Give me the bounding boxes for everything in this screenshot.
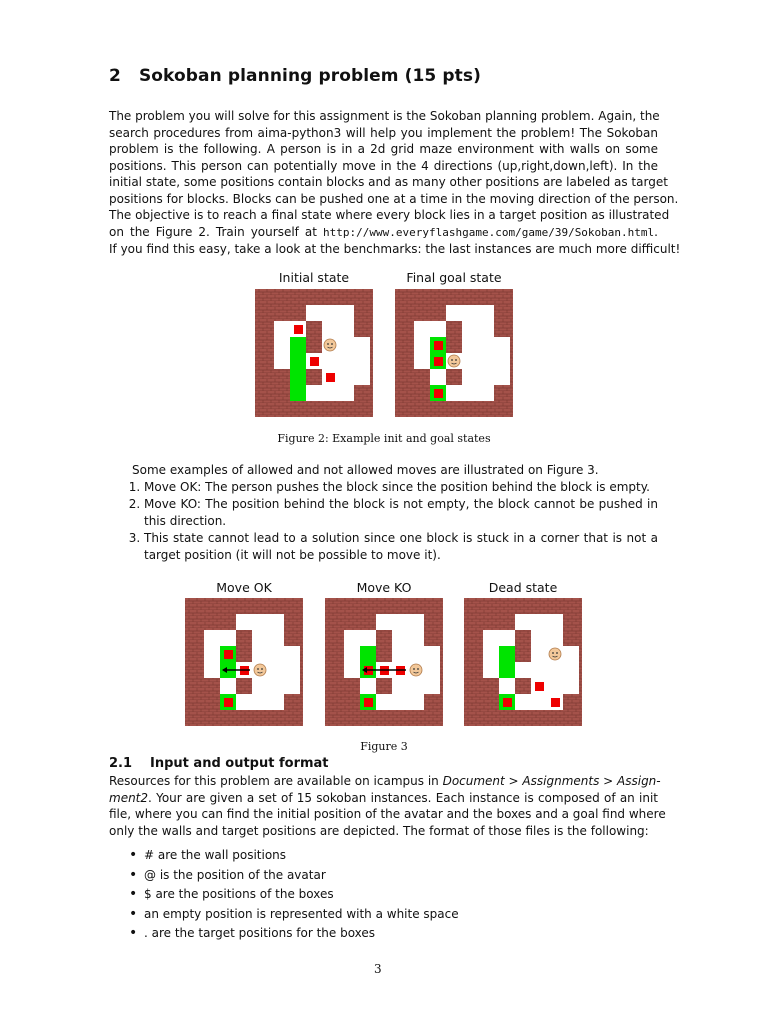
moves-list	[127, 479, 658, 564]
floor-cell	[408, 630, 424, 646]
list-item: • # are the wall positions	[129, 846, 459, 866]
floor-cell	[483, 646, 499, 662]
floor-cell	[268, 614, 284, 630]
floor-cell	[563, 646, 579, 662]
floor-cell	[547, 662, 563, 678]
floor-cell	[494, 369, 510, 385]
floor-cell	[408, 678, 424, 694]
floor-cell	[446, 305, 462, 321]
avatar	[324, 339, 336, 351]
sokoban-board-goal	[395, 289, 513, 417]
intro-line: search procedures from aima-python3 will help you implement the problem! The Sokoban	[109, 125, 658, 140]
floor-cell	[483, 630, 499, 646]
floor-cell	[547, 614, 563, 630]
floor-cell	[376, 614, 392, 630]
target-cell	[290, 337, 306, 353]
floor-cell	[252, 694, 268, 710]
avatar	[254, 664, 266, 676]
box	[224, 650, 233, 659]
figure-label-goal: Final goal state	[406, 270, 502, 285]
floor-cell	[483, 662, 499, 678]
box	[224, 698, 233, 707]
floor-cell	[338, 353, 354, 369]
sokoban-board-dead-state	[464, 598, 582, 726]
floor-cell	[392, 694, 408, 710]
box	[434, 389, 443, 398]
floor-cell	[284, 646, 300, 662]
floor-cell	[424, 662, 440, 678]
floor-cell	[563, 678, 579, 694]
floor-cell	[462, 305, 478, 321]
floor-cell	[306, 385, 322, 401]
format-bullet-list	[129, 846, 459, 944]
floor-cell	[268, 694, 284, 710]
floor-cell	[354, 353, 370, 369]
floor-cell	[408, 646, 424, 662]
floor-cell	[268, 630, 284, 646]
intro-line: initial state, some positions contain blocks and as many other positions are labeled as target	[109, 175, 668, 189]
format-line: file, where you can find the initial position of the avatar and the boxes and a goal find where	[109, 807, 666, 821]
floor-cell	[408, 614, 424, 630]
figure-label-move-ok: Move OK	[216, 580, 272, 595]
floor-cell	[531, 662, 547, 678]
floor-cell	[376, 694, 392, 710]
floor-cell	[274, 321, 290, 337]
avatar	[549, 648, 561, 660]
floor-cell	[424, 646, 440, 662]
floor-cell	[274, 353, 290, 369]
floor-cell	[515, 694, 531, 710]
sokoban-url[interactable]: http://www.everyflashgame.com/game/39/Sokoban.html	[323, 225, 655, 239]
floor-cell	[547, 630, 563, 646]
avatar	[410, 664, 422, 676]
floor-cell	[392, 630, 408, 646]
floor-cell	[236, 694, 252, 710]
floor-cell	[360, 630, 376, 646]
floor-cell	[531, 630, 547, 646]
floor-cell	[322, 321, 338, 337]
floor-cell	[274, 337, 290, 353]
format-line	[109, 773, 661, 790]
floor-cell	[344, 646, 360, 662]
floor-cell	[252, 646, 268, 662]
subsection-heading	[109, 756, 329, 771]
floor-cell	[354, 369, 370, 385]
box	[294, 325, 303, 334]
subsection-number: 2.1	[109, 756, 133, 771]
floor-cell	[478, 385, 494, 401]
list-item: 1. Move OK: The person pushes the block since the position behind the block is empty.	[144, 479, 658, 496]
floor-cell	[478, 353, 494, 369]
box	[434, 357, 443, 366]
target-cell	[499, 662, 515, 678]
icampus-path: Document > Assignments > Assign-	[442, 774, 661, 788]
box	[326, 373, 335, 382]
floor-cell	[268, 662, 284, 678]
list-item: • @ is the position of the avatar	[129, 866, 459, 886]
floor-cell	[430, 369, 446, 385]
intro-line: problem is the following. A person is in a 2d grid maze environment with walls on some	[109, 142, 658, 156]
floor-cell	[344, 630, 360, 646]
floor-cell	[478, 321, 494, 337]
intro-line: If you find this easy, take a look at the benchmarks: the last instances are much more difficult!	[109, 242, 681, 256]
floor-cell	[424, 678, 440, 694]
floor-cell	[392, 646, 408, 662]
floor-cell	[414, 353, 430, 369]
floor-cell	[515, 614, 531, 630]
page-number: 3	[374, 962, 382, 976]
floor-cell	[338, 337, 354, 353]
floor-cell	[360, 678, 376, 694]
floor-cell	[414, 321, 430, 337]
format-line	[109, 790, 658, 807]
subsection-title: Input and output format	[150, 756, 329, 771]
format-line: only the walls and target positions are depicted. The format of those files is the following:	[109, 823, 649, 838]
sokoban-board-move-ko	[325, 598, 443, 726]
floor-cell	[322, 305, 338, 321]
floor-cell	[392, 614, 408, 630]
figure3-caption: Figure 3	[360, 740, 408, 753]
floor-cell	[220, 630, 236, 646]
floor-cell	[531, 646, 547, 662]
floor-cell	[478, 305, 494, 321]
list-item: 3. This state cannot lead to a solution since one block is stuck in a corner that is not a target position (it will not be possible to move it).	[144, 530, 658, 564]
intro-line: The objective is to reach a final state where every block lies in a target position as illustrated	[109, 208, 670, 222]
intro-line	[109, 224, 658, 242]
target-cell	[499, 646, 515, 662]
intro-line: The problem you will solve for this assignment is the Sokoban planning problem. Again, the	[109, 109, 660, 123]
target-cell	[290, 353, 306, 369]
format-text: Resources for this problem are available on icampus in	[109, 774, 443, 788]
floor-cell	[494, 337, 510, 353]
moves-list-block	[127, 462, 658, 564]
floor-cell	[252, 614, 268, 630]
intro-paragraph	[109, 108, 681, 258]
floor-cell	[462, 385, 478, 401]
intro-line: positions for blocks. Blocks can be pushed one at a time in the moving direction of the person.	[109, 191, 679, 206]
figure-label-initial: Initial state	[278, 270, 350, 285]
list-item: • . are the target positions for the boxes	[129, 924, 459, 944]
floor-cell	[252, 630, 268, 646]
format-paragraph	[109, 773, 666, 839]
floor-cell	[322, 385, 338, 401]
figure-label-dead-state: Dead state	[488, 580, 558, 595]
intro-text: on the Figure 2. Train yourself at	[109, 224, 324, 239]
floor-cell	[563, 662, 579, 678]
box	[503, 698, 512, 707]
floor-cell	[338, 369, 354, 385]
floor-cell	[515, 662, 531, 678]
icampus-path: ment2	[109, 790, 149, 805]
floor-cell	[284, 678, 300, 694]
format-text: . Your are given a set of 15 sokoban instances. Each instance is composed of an init	[148, 790, 658, 805]
floor-cell	[338, 305, 354, 321]
floor-cell	[462, 337, 478, 353]
sokoban-board-move-ok	[185, 598, 303, 726]
box	[434, 341, 443, 350]
floor-cell	[531, 694, 547, 710]
floor-cell	[338, 385, 354, 401]
floor-cell	[268, 646, 284, 662]
floor-cell	[408, 694, 424, 710]
floor-cell	[462, 321, 478, 337]
floor-cell	[462, 353, 478, 369]
floor-cell	[414, 337, 430, 353]
box	[310, 357, 319, 366]
floor-cell	[204, 630, 220, 646]
target-cell	[360, 646, 376, 662]
floor-cell	[446, 385, 462, 401]
floor-cell	[478, 369, 494, 385]
avatar	[448, 355, 460, 367]
floor-cell	[430, 321, 446, 337]
box	[551, 698, 560, 707]
floor-cell	[547, 678, 563, 694]
floor-cell	[499, 678, 515, 694]
intro-line: positions. This person can potentially move in the 4 directions (up,right,down,left). In the	[109, 158, 658, 173]
floor-cell	[531, 614, 547, 630]
box	[535, 682, 544, 691]
target-cell	[290, 385, 306, 401]
floor-cell	[236, 614, 252, 630]
section-title: Sokoban planning problem (15 pts)	[138, 66, 481, 86]
floor-cell	[252, 678, 268, 694]
floor-cell	[354, 337, 370, 353]
moves-intro: Some examples of allowed and not allowed moves are illustrated on Figure 3.	[132, 463, 599, 477]
section-number: 2	[109, 66, 121, 86]
floor-cell	[499, 630, 515, 646]
floor-cell	[344, 662, 360, 678]
list-item: • $ are the positions of the boxes	[129, 885, 459, 905]
floor-cell	[268, 678, 284, 694]
sokoban-board-initial	[255, 289, 373, 417]
floor-cell	[494, 353, 510, 369]
floor-cell	[462, 369, 478, 385]
floor-cell	[392, 678, 408, 694]
list-item: 2. Move KO: The position behind the block is not empty, the block cannot be pushed in this direction.	[144, 496, 658, 530]
floor-cell	[478, 337, 494, 353]
floor-cell	[220, 678, 236, 694]
floor-cell	[306, 305, 322, 321]
floor-cell	[284, 662, 300, 678]
floor-cell	[338, 321, 354, 337]
target-cell	[290, 369, 306, 385]
floor-cell	[204, 646, 220, 662]
box	[364, 698, 373, 707]
section-heading	[109, 66, 481, 86]
floor-cell	[204, 662, 220, 678]
figure2-caption: Figure 2: Example init and goal states	[277, 432, 491, 445]
intro-text: .	[654, 224, 658, 239]
floor-cell	[322, 353, 338, 369]
list-item: • an empty position is represented with a white space	[129, 905, 459, 925]
figure-label-move-ko: Move KO	[356, 580, 412, 595]
